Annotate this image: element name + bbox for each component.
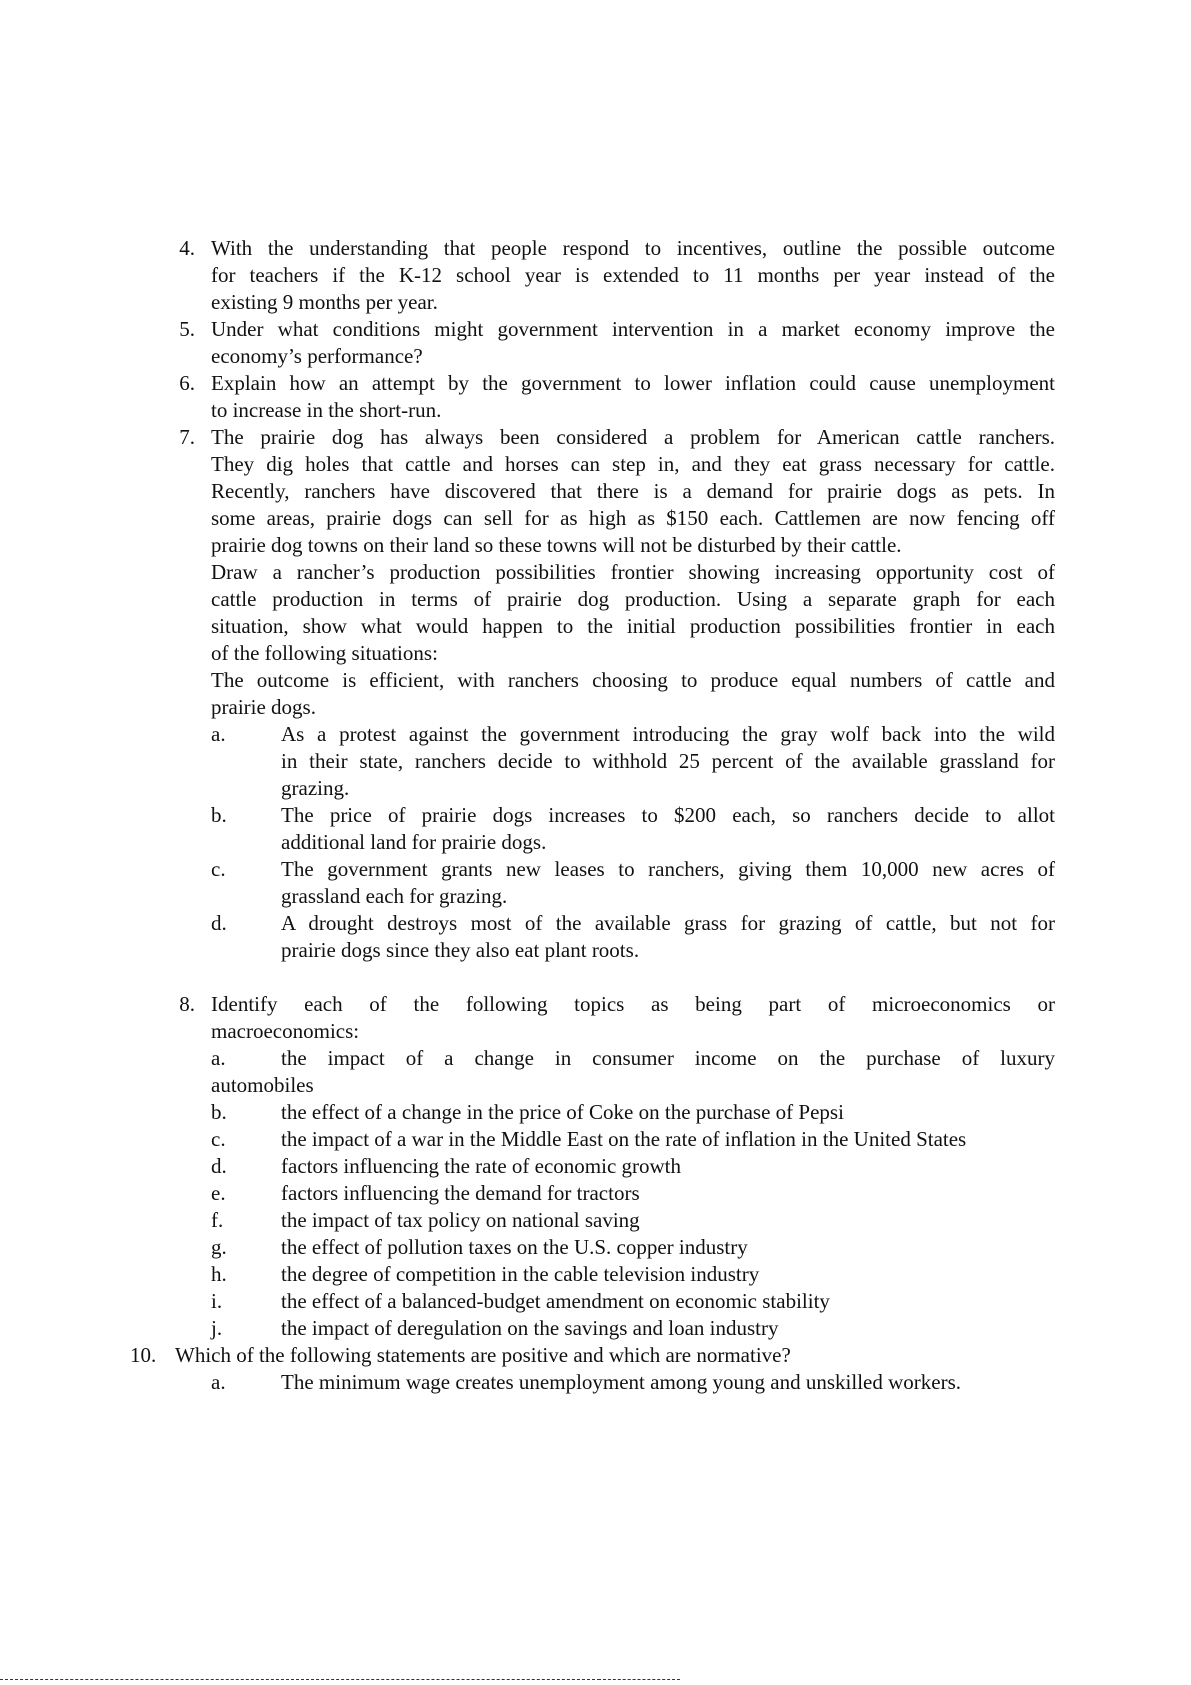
item-text: factors influencing the demand for tractors [281,1181,640,1205]
question-text [211,316,1055,370]
text-line: A drought destroys most of the available grass for grazing of cattle, but not for [281,911,1055,935]
text-line: prairie dogs since they also eat plant roots. [281,938,640,962]
item-text [281,721,1055,802]
footer-divider [0,1679,600,1680]
text-line: existing 9 months per year. [211,290,438,314]
text-line: economy’s performance? [211,344,423,368]
text-line: of the following situations: [211,641,438,665]
text-line: macroeconomics: [211,1019,360,1043]
text-line: for teachers if the K-12 school year is extended to 11 months per year instead of the [211,263,1055,287]
item-letter: c. [211,1127,226,1151]
question-number: 4. [179,236,195,260]
question-number: 6. [179,371,195,395]
text-line: the impact of a change in consumer income on the purchase of luxury [281,1046,1055,1070]
text-line: additional land for prairie dogs. [281,830,547,854]
item-letter: d. [211,1154,227,1178]
text-line: The outcome is efficient, with ranchers choosing to produce equal numbers of cattle and [211,668,1055,692]
text-line: Identify each of the following topics as being part of microeconomics or [211,992,1055,1016]
item-letter: g. [211,1235,227,1259]
text-line: to increase in the short-run. [211,398,442,422]
question-number: 7. [179,425,195,449]
item-letter: c. [211,857,226,881]
text-line: cattle production in terms of prairie dog production. Using a separate graph for each [211,587,1055,611]
item-letter: a. [211,1046,226,1070]
item-text: factors influencing the rate of economic growth [281,1154,682,1178]
question-number: 5. [179,317,195,341]
text-line: The price of prairie dogs increases to $200 each, so ranchers decide to allot [281,803,1055,827]
text-line: Recently, ranchers have discovered that there is a demand for prairie dogs as pets. In [211,479,1055,503]
text-line: situation, show what would happen to the initial production possibilities frontier in each [211,614,1055,638]
text-line: The prairie dog has always been considered a problem for American cattle ranchers. [211,425,1055,449]
text-line: The government grants new leases to ranchers, giving them 10,000 new acres of [281,857,1055,881]
item-text [281,910,1055,964]
item-letter: h. [211,1262,227,1286]
text-line: prairie dogs. [211,695,316,719]
text-line: grazing. [281,776,350,800]
question-number: 10. [130,1343,157,1367]
text-line: As a protest against the government introducing the gray wolf back into the wild [281,722,1055,746]
question-text [211,235,1055,316]
text-line: Explain how an attempt by the government to lower inflation could cause unemployment [211,371,1055,395]
item-letter: b. [211,1100,227,1124]
question-text [211,991,1055,1045]
question-text [211,370,1055,424]
item-letter: e. [211,1181,226,1205]
text-line: With the understanding that people respond to incentives, outline the possible outcome [211,236,1055,260]
item-letter: i. [211,1289,223,1313]
question-text: Which of the following statements are positive and which are normative? [175,1343,791,1367]
item-text: the effect of a balanced-budget amendment on economic stability [281,1289,830,1313]
item-text [281,802,1055,856]
item-text: the impact of tax policy on national saving [281,1208,640,1232]
item-text: the effect of a change in the price of Coke on the purchase of Pepsi [281,1100,844,1124]
text-line: in their state, ranchers decide to withhold 25 percent of the available grassland for [281,749,1055,773]
item-text: the impact of a war in the Middle East on the rate of inflation in the United States [281,1127,967,1151]
text-line: They dig holes that cattle and horses can step in, and they eat grass necessary for cattle. [211,452,1055,476]
text-line: some areas, prairie dogs can sell for as high as $150 each. Cattlemen are now fencing off [211,506,1055,530]
question-number: 8. [179,992,195,1016]
text-line: prairie dog towns on their land so these towns will not be disturbed by their cattle. [211,533,902,557]
item-letter: f. [211,1208,224,1232]
text-line: Under what conditions might government intervention in a market economy improve the [211,317,1055,341]
question-text [211,424,1055,721]
text-line: Draw a rancher’s production possibilities frontier showing increasing opportunity cost of [211,560,1055,584]
item-letter: b. [211,803,227,827]
item-letter: j. [211,1316,223,1340]
item-letter: d. [211,911,227,935]
item-letter: a. [211,1370,226,1394]
item-text [281,856,1055,910]
item-letter: a. [211,722,226,746]
item-text: the degree of competition in the cable television industry [281,1262,760,1286]
item-text: the effect of pollution taxes on the U.S. copper industry [281,1235,748,1259]
item-text [281,1045,1055,1072]
item-text: the impact of deregulation on the savings and loan industry [281,1316,779,1340]
text-line: automobiles [211,1073,314,1097]
item-text: The minimum wage creates unemployment among young and unskilled workers. [281,1370,962,1394]
footer-divider [598,1679,680,1680]
text-line: grassland each for grazing. [281,884,508,908]
